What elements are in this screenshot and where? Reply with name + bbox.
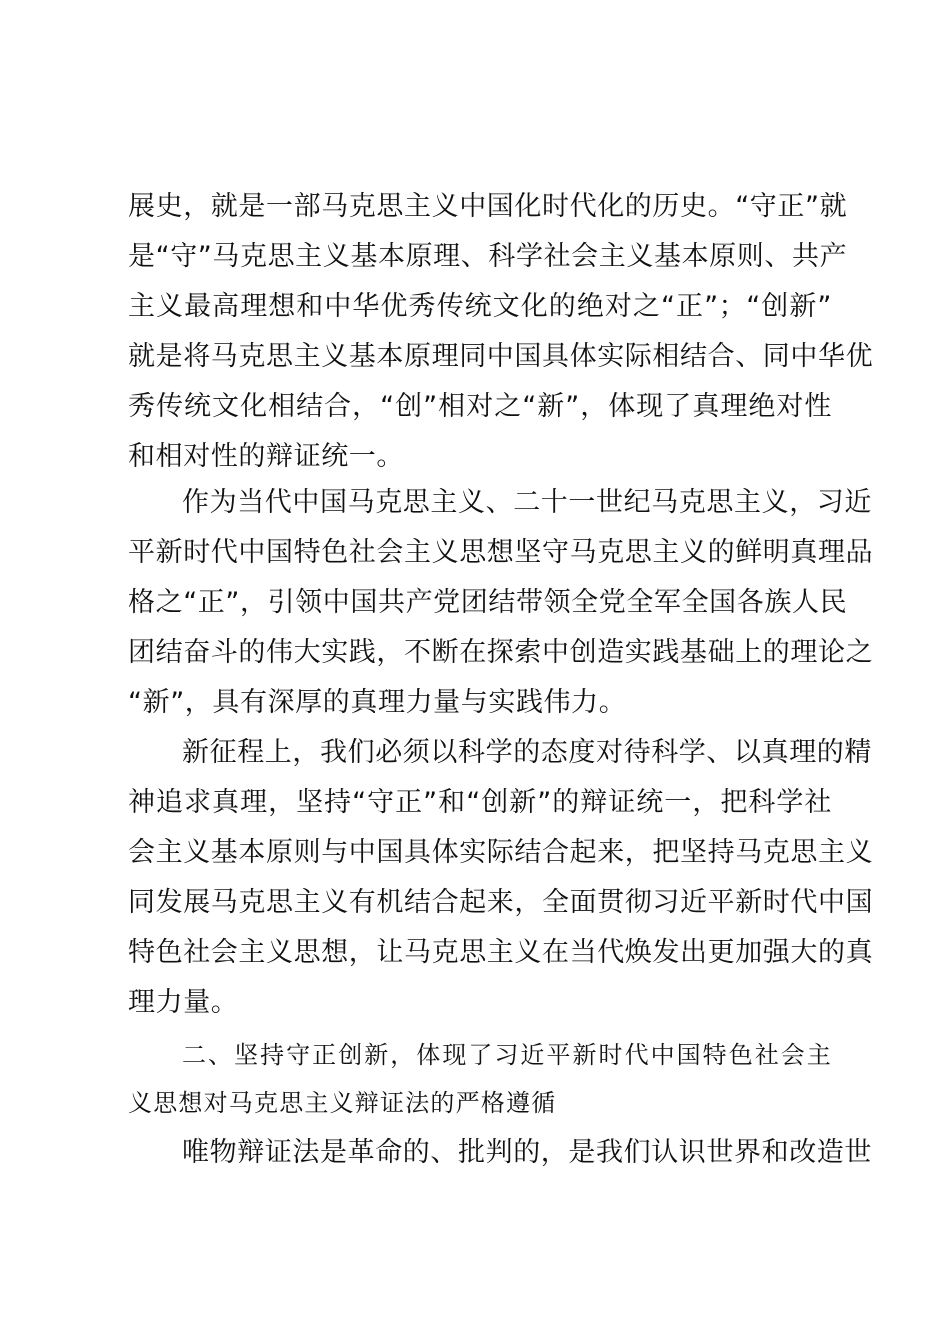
paragraph-line: 作为当代中国马克思主义、二十一世纪马克思主义，习近 (182, 487, 872, 518)
paragraph-line: 是“守”马克思主义基本原理、科学社会主义基本原则、共产 (128, 241, 848, 272)
paragraph-line: 平新时代中国特色社会主义思想坚守马克思主义的鲜明真理品 (128, 537, 874, 568)
paragraph-line: 会主义基本原则与中国具体实际结合起来，把坚持马克思主义 (128, 837, 874, 868)
paragraph-line: 团结奋斗的伟大实践，不断在探索中创造实践基础上的理论之 (128, 637, 874, 668)
paragraph-line: 就是将马克思主义基本原理同中国具体实际相结合、同中华优 (128, 341, 874, 372)
section-heading (128, 1031, 832, 1127)
paragraph-line: 主义最高理想和中华优秀传统文化的绝对之“正”；“创新” (128, 291, 832, 322)
paragraph-line: 和相对性的辩证统一。 (128, 441, 404, 472)
paragraph-line: 理力量。 (128, 987, 239, 1018)
paragraph-line: 展史，就是一部马克思主义中国化时代化的历史。“守正”就 (128, 191, 848, 222)
paragraph-line: 格之“正”，引领中国共产党团结带领全党全军全国各族人民 (128, 587, 848, 618)
paragraph-line: “新”，具有深厚的真理力量与实践伟力。 (128, 687, 627, 718)
paragraph-line: 神追求真理，坚持“守正”和“创新”的辩证统一，把科学社 (128, 787, 832, 818)
paragraph-line: 同发展马克思主义有机结合起来，全面贯彻习近平新时代中国 (128, 887, 874, 918)
paragraph-xi-thought (128, 478, 874, 728)
paragraph-line: 特色社会主义思想，让马克思主义在当代焕发出更加强大的真 (128, 937, 874, 968)
paragraph-line: 新征程上，我们必须以科学的态度对待科学、以真理的精 (182, 737, 872, 768)
paragraph-new-journey (128, 728, 874, 1028)
paragraph-dialectics (128, 1128, 872, 1178)
paragraph-continuation (128, 182, 874, 482)
heading-line: 二、坚持守正创新，体现了习近平新时代中国特色社会主 (182, 1041, 832, 1069)
heading-line: 义思想对马克思主义辩证法的严格遵循 (128, 1089, 557, 1117)
paragraph-line: 秀传统文化相结合，“创”相对之“新”，体现了真理绝对性 (128, 391, 832, 422)
paragraph-line: 唯物辩证法是革命的、批判的，是我们认识世界和改造世 (182, 1137, 872, 1168)
